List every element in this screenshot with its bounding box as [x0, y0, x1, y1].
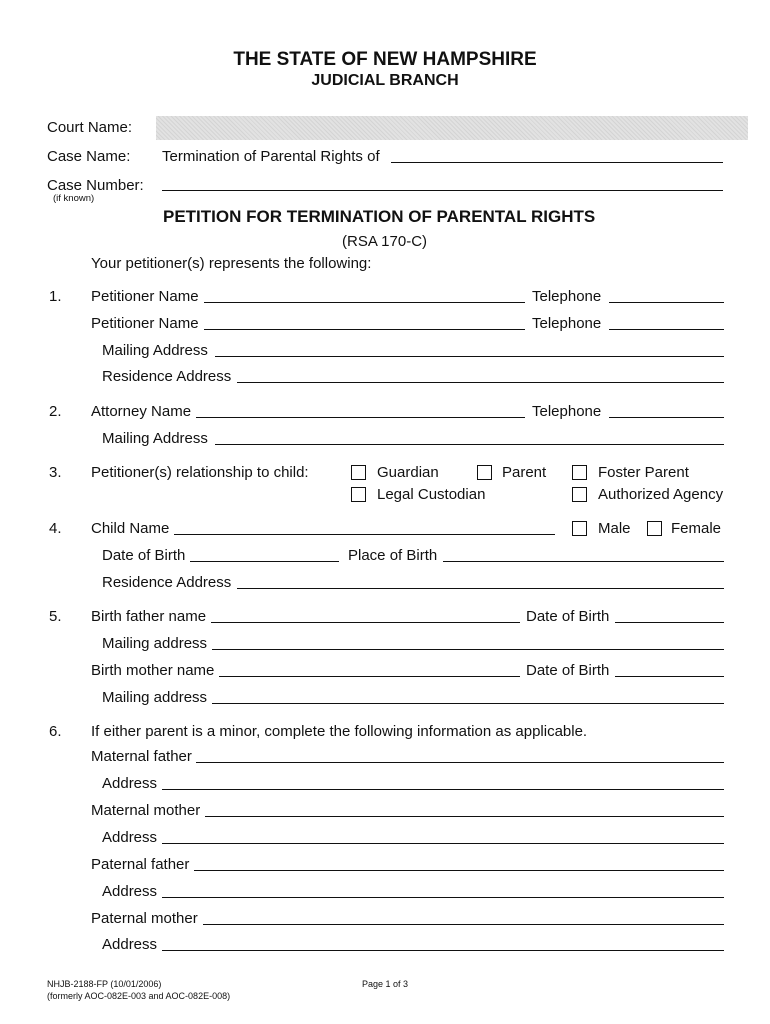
if-known-note: (if known)	[53, 193, 95, 204]
mailing-address-line-1[interactable]	[215, 356, 724, 357]
minor-parent-intro: If either parent is a minor, complete the following information as applicable.	[91, 723, 588, 740]
attorney-name-label: Attorney Name	[91, 403, 192, 420]
guardian-checkbox[interactable]	[351, 465, 366, 480]
header-branch: JUDICIAL BRANCH	[311, 72, 459, 89]
statute-ref: (RSA 170-C)	[342, 233, 428, 250]
telephone-label-1: Telephone	[532, 288, 602, 305]
section-5-number: 5.	[49, 608, 62, 625]
child-residence-line[interactable]	[237, 588, 724, 589]
residence-address-label-1: Residence Address	[102, 368, 232, 385]
residence-address-line-1[interactable]	[237, 382, 724, 383]
authorized-agency-label: Authorized Agency	[598, 486, 724, 503]
maternal-father-address-line[interactable]	[162, 789, 724, 790]
court-name-field[interactable]	[156, 116, 748, 140]
maternal-mother-label: Maternal mother	[91, 802, 201, 819]
mother-dob-label: Date of Birth	[526, 662, 610, 679]
attorney-telephone-line[interactable]	[609, 417, 724, 418]
section-3-number: 3.	[49, 464, 62, 481]
relationship-label: Petitioner(s) relationship to child:	[91, 464, 309, 481]
footer-page-number: Page 1 of 3	[362, 979, 409, 989]
paternal-father-line[interactable]	[194, 870, 724, 871]
father-dob-label: Date of Birth	[526, 608, 610, 625]
intro-text: Your petitioner(s) represents the following:	[91, 255, 372, 272]
father-dob-line[interactable]	[615, 622, 724, 623]
child-dob-line[interactable]	[190, 561, 339, 562]
case-number-label: Case Number:	[47, 177, 144, 194]
paternal-father-label: Paternal father	[91, 856, 190, 873]
attorney-telephone-label: Telephone	[532, 403, 602, 420]
female-label: Female	[671, 520, 722, 537]
maternal-mother-line[interactable]	[205, 816, 724, 817]
attorney-mailing-label: Mailing Address	[102, 430, 208, 447]
petitioner-name-label-2: Petitioner Name	[91, 315, 199, 332]
mother-mailing-label: Mailing address	[102, 689, 208, 706]
mother-mailing-line[interactable]	[212, 703, 724, 704]
maternal-mother-address-line[interactable]	[162, 843, 724, 844]
legal-custodian-checkbox[interactable]	[351, 487, 366, 502]
child-dob-label: Date of Birth	[102, 547, 186, 564]
maternal-father-line[interactable]	[196, 762, 724, 763]
section-2-number: 2.	[49, 403, 62, 420]
foster-parent-checkbox[interactable]	[572, 465, 587, 480]
child-name-line[interactable]	[174, 534, 555, 535]
section-4-number: 4.	[49, 520, 62, 537]
paternal-father-address-label: Address	[102, 883, 158, 900]
section-1-number: 1.	[49, 288, 62, 305]
case-name-value: Termination of Parental Rights of	[162, 148, 380, 165]
paternal-mother-line[interactable]	[203, 924, 724, 925]
female-checkbox[interactable]	[647, 521, 662, 536]
petitioner-name-line-2[interactable]	[204, 329, 525, 330]
footer-form-id: NHJB-2188-FP (10/01/2006)	[47, 979, 162, 989]
birth-father-line[interactable]	[211, 622, 520, 623]
child-pob-label: Place of Birth	[348, 547, 438, 564]
attorney-name-line[interactable]	[196, 417, 525, 418]
birth-mother-label: Birth mother name	[91, 662, 215, 679]
case-name-label: Case Name:	[47, 148, 131, 165]
petitioner-name-line-1[interactable]	[204, 302, 525, 303]
father-mailing-label: Mailing address	[102, 635, 208, 652]
paternal-father-address-line[interactable]	[162, 897, 724, 898]
petitioner-name-label-1: Petitioner Name	[91, 288, 199, 305]
father-mailing-line[interactable]	[212, 649, 724, 650]
telephone-line-2[interactable]	[609, 329, 724, 330]
header-state: THE STATE OF NEW HAMPSHIRE	[233, 49, 537, 70]
mother-dob-line[interactable]	[615, 676, 724, 677]
paternal-mother-address-label: Address	[102, 936, 158, 953]
petition-title: PETITION FOR TERMINATION OF PARENTAL RIGHTS	[163, 207, 596, 226]
child-pob-line[interactable]	[443, 561, 724, 562]
mailing-address-label-1: Mailing Address	[102, 342, 208, 359]
case-name-line[interactable]	[391, 162, 723, 163]
attorney-mailing-line[interactable]	[215, 444, 724, 445]
authorized-agency-checkbox[interactable]	[572, 487, 587, 502]
footer-formerly: (formerly AOC-082E-003 and AOC-082E-008)	[47, 991, 231, 1001]
case-number-line[interactable]	[162, 190, 723, 191]
male-checkbox[interactable]	[572, 521, 587, 536]
paternal-mother-label: Paternal mother	[91, 910, 198, 927]
child-name-label: Child Name	[91, 520, 170, 537]
parent-label: Parent	[502, 464, 547, 481]
child-residence-label: Residence Address	[102, 574, 232, 591]
guardian-label: Guardian	[377, 464, 439, 481]
maternal-father-label: Maternal father	[91, 748, 192, 765]
telephone-label-2: Telephone	[532, 315, 602, 332]
foster-parent-label: Foster Parent	[598, 464, 689, 481]
birth-mother-line[interactable]	[219, 676, 520, 677]
paternal-mother-address-line[interactable]	[162, 950, 724, 951]
birth-father-label: Birth father name	[91, 608, 207, 625]
section-6-number: 6.	[49, 723, 62, 740]
male-label: Male	[598, 520, 631, 537]
parent-checkbox[interactable]	[477, 465, 492, 480]
court-name-label: Court Name:	[47, 119, 133, 136]
legal-custodian-label: Legal Custodian	[377, 486, 486, 503]
maternal-father-address-label: Address	[102, 775, 158, 792]
telephone-line-1[interactable]	[609, 302, 724, 303]
maternal-mother-address-label: Address	[102, 829, 158, 846]
